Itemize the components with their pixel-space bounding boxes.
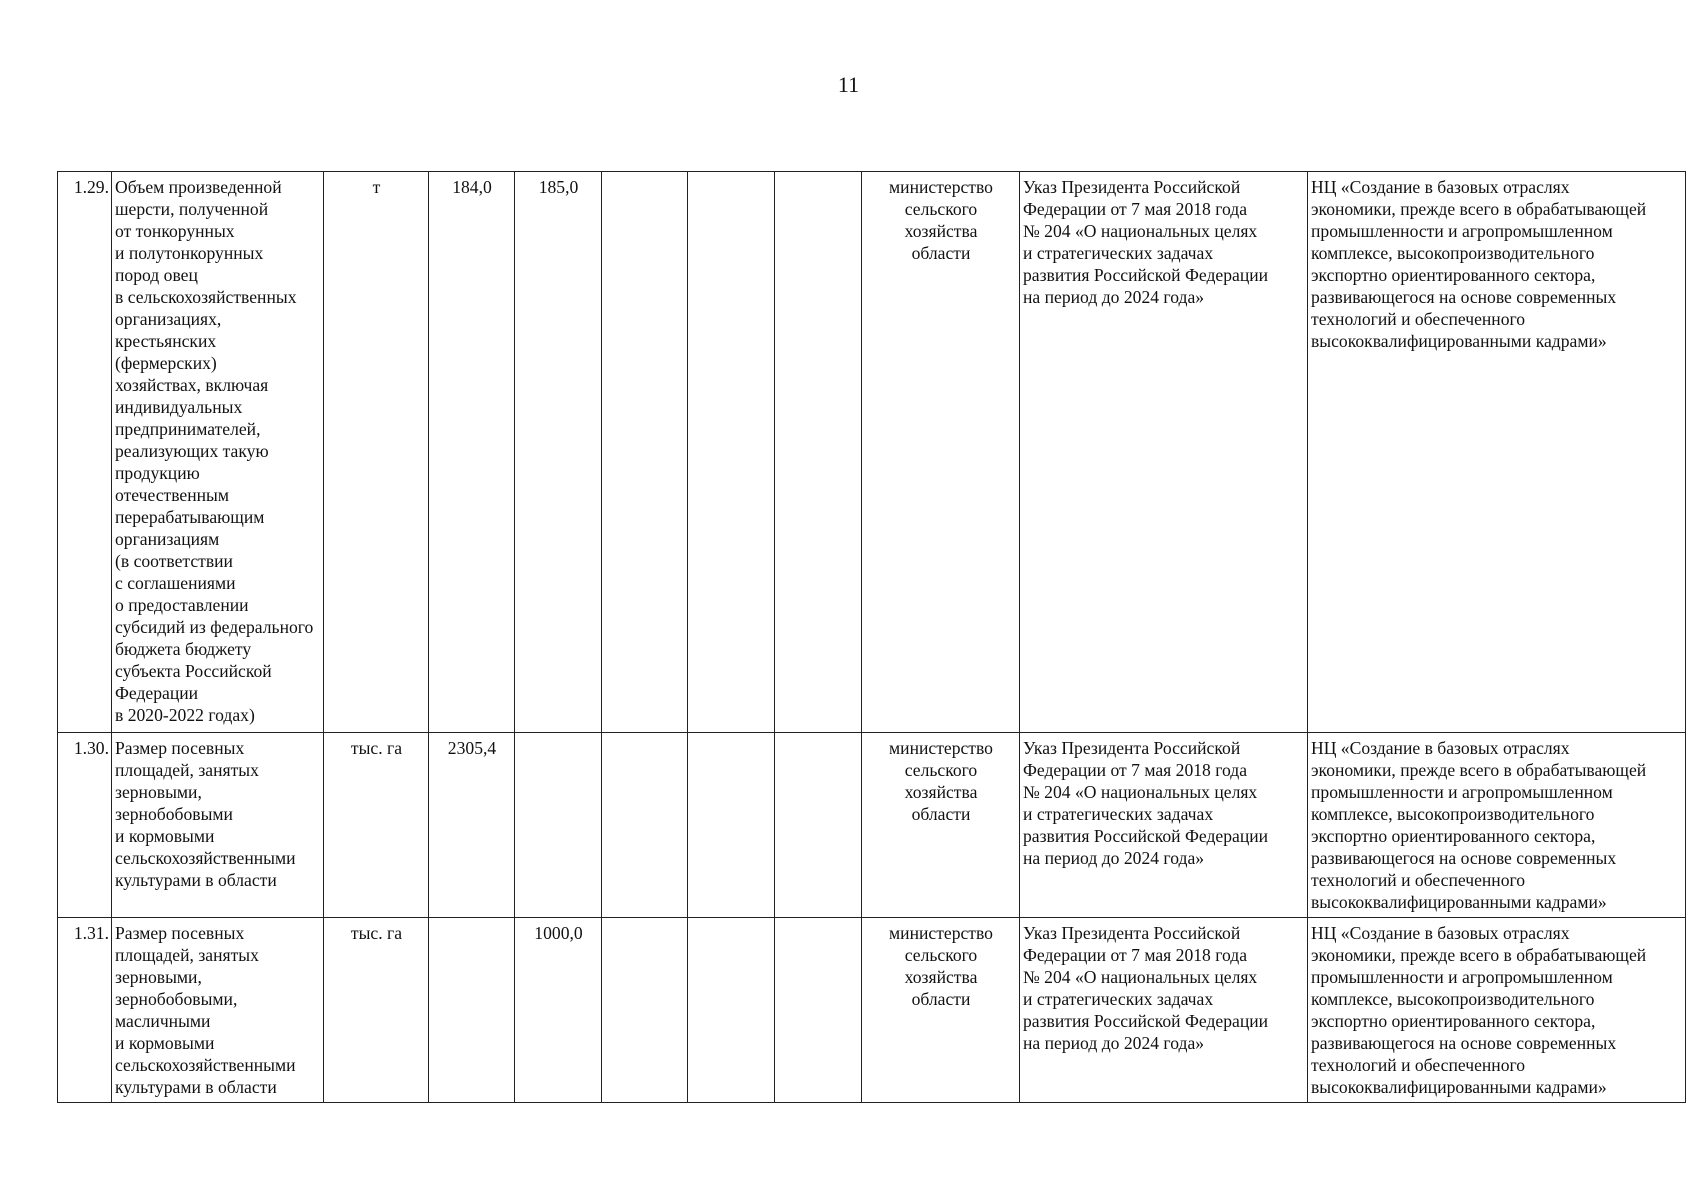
indicators-table	[57, 171, 1686, 1103]
indicator-name-line: зернобобовыми	[115, 804, 233, 824]
value-cell: 1000,0	[515, 918, 602, 1103]
national-goal-line: НЦ «Создание в базовых отраслях	[1311, 738, 1570, 758]
legal-basis-line: Федерации от 7 мая 2018 года	[1023, 945, 1248, 965]
responsible-body	[862, 172, 1020, 733]
value-cell	[688, 733, 775, 918]
indicator-name-line: о предоставлении	[115, 595, 249, 615]
unit-of-measure: т	[324, 172, 429, 733]
indicator-name-line: сельскохозяйственными	[115, 848, 296, 868]
value-cell: 184,0	[429, 172, 515, 733]
national-goal-line: экономики, прежде всего в обрабатывающей	[1311, 199, 1647, 219]
value-cell	[775, 733, 862, 918]
indicator-name	[112, 172, 324, 733]
responsible-body-line: области	[911, 989, 971, 1009]
legal-basis-line: № 204 «О национальных целях	[1023, 221, 1258, 241]
value-cell: 185,0	[515, 172, 602, 733]
unit-of-measure: тыс. га	[324, 733, 429, 918]
responsible-body-line: сельского	[904, 199, 978, 219]
indicator-name-line: (в соответствии	[115, 551, 233, 571]
indicator-name-line: субсидий из федерального	[115, 617, 314, 637]
indicator-name	[112, 918, 324, 1103]
national-goal	[1308, 172, 1686, 733]
indicator-name-line: крестьянских	[115, 331, 217, 351]
legal-basis-line: Указ Президента Российской	[1023, 177, 1241, 197]
responsible-body-line: сельского	[904, 760, 978, 780]
responsible-body-line: хозяйства	[904, 782, 978, 802]
unit-of-measure: тыс. га	[324, 918, 429, 1103]
value-cell: 2305,4	[429, 733, 515, 918]
page-number: 11	[837, 72, 860, 97]
indicator-name-line: пород овец	[115, 265, 198, 285]
indicator-name-line: площадей, занятых	[115, 760, 259, 780]
national-goal-line: развивающегося на основе современных	[1311, 287, 1617, 307]
table-row	[58, 733, 1686, 918]
national-goal-line: экспортно ориентированного сектора,	[1311, 826, 1596, 846]
legal-basis-line: на период до 2024 года»	[1023, 287, 1205, 307]
indicator-name-line: перерабатывающим	[115, 507, 265, 527]
indicator-name-line: и кормовыми	[115, 1033, 215, 1053]
value-cell	[515, 733, 602, 918]
national-goal-line: комплексе, высокопроизводительного	[1311, 989, 1595, 1009]
national-goal-line: экономики, прежде всего в обрабатывающей	[1311, 760, 1647, 780]
national-goal-line: комплексе, высокопроизводительного	[1311, 804, 1595, 824]
indicator-name-line: Объем произведенной	[115, 177, 282, 197]
legal-basis-line: на период до 2024 года»	[1023, 1033, 1205, 1053]
indicator-name-line: от тонкорунных	[115, 221, 235, 241]
responsible-body-line: министерство	[889, 738, 993, 758]
national-goal-line: экспортно ориентированного сектора,	[1311, 1011, 1596, 1031]
indicator-name-line: в 2020-2022 годах)	[115, 705, 255, 725]
value-cell	[688, 172, 775, 733]
legal-basis-line: № 204 «О национальных целях	[1023, 782, 1258, 802]
national-goal-line: экспортно ориентированного сектора,	[1311, 265, 1596, 285]
indicator-name-line: с соглашениями	[115, 573, 236, 593]
indicator-name-line: и кормовыми	[115, 826, 215, 846]
responsible-body-line: области	[911, 804, 971, 824]
indicator-name-line: зерновыми,	[115, 967, 202, 987]
responsible-body-line: министерство	[889, 923, 993, 943]
indicator-name-line: и полутонкорунных	[115, 243, 264, 263]
indicator-name-line: продукцию	[115, 463, 200, 483]
row-number: 1.30.	[58, 733, 112, 918]
legal-basis-line: развития Российской Федерации	[1023, 826, 1269, 846]
responsible-body	[862, 733, 1020, 918]
legal-basis-line: на период до 2024 года»	[1023, 848, 1205, 868]
row-number: 1.31.	[58, 918, 112, 1103]
indicator-name-line: зернобобовыми,	[115, 989, 238, 1009]
indicator-name-line: культурами в области	[115, 870, 277, 890]
row-number: 1.29.	[58, 172, 112, 733]
national-goal-line: технологий и обеспеченного	[1311, 1055, 1526, 1075]
indicator-name-line: масличными	[115, 1011, 211, 1031]
indicator-name-line: зерновыми,	[115, 782, 202, 802]
responsible-body-line: хозяйства	[904, 967, 978, 987]
table-row	[58, 172, 1686, 733]
national-goal-line: технологий и обеспеченного	[1311, 309, 1526, 329]
legal-basis-line: Федерации от 7 мая 2018 года	[1023, 199, 1248, 219]
national-goal-line: комплексе, высокопроизводительного	[1311, 243, 1595, 263]
legal-basis	[1020, 918, 1308, 1103]
responsible-body-line: министерство	[889, 177, 993, 197]
national-goal-line: промышленности и агропромышленном	[1311, 221, 1613, 241]
indicator-name-line: (фермерских)	[115, 353, 217, 373]
national-goal-line: развивающегося на основе современных	[1311, 1033, 1617, 1053]
national-goal-line: развивающегося на основе современных	[1311, 848, 1617, 868]
national-goal-line: высококвалифицированными кадрами»	[1311, 892, 1607, 912]
indicator-name-line: организациях,	[115, 309, 222, 329]
indicator-name-line: бюджета бюджету	[115, 639, 252, 659]
indicator-name-line: индивидуальных	[115, 397, 243, 417]
national-goal-line: высококвалифицированными кадрами»	[1311, 1077, 1607, 1097]
responsible-body-line: сельского	[904, 945, 978, 965]
national-goal-line: НЦ «Создание в базовых отраслях	[1311, 177, 1570, 197]
legal-basis-line: развития Российской Федерации	[1023, 1011, 1269, 1031]
value-cell	[429, 918, 515, 1103]
legal-basis	[1020, 172, 1308, 733]
national-goal	[1308, 918, 1686, 1103]
indicator-name-line: Размер посевных	[115, 923, 245, 943]
legal-basis-line: № 204 «О национальных целях	[1023, 967, 1258, 987]
indicator-name-line: хозяйствах, включая	[115, 375, 269, 395]
table-row	[58, 918, 1686, 1103]
national-goal	[1308, 733, 1686, 918]
value-cell	[775, 172, 862, 733]
legal-basis-line: развития Российской Федерации	[1023, 265, 1269, 285]
national-goal-line: экономики, прежде всего в обрабатывающей	[1311, 945, 1647, 965]
legal-basis-line: Указ Президента Российской	[1023, 923, 1241, 943]
indicator-name	[112, 733, 324, 918]
indicator-name-line: предпринимателей,	[115, 419, 261, 439]
legal-basis-line: и стратегических задачах	[1023, 804, 1214, 824]
responsible-body	[862, 918, 1020, 1103]
value-cell	[688, 918, 775, 1103]
indicator-name-line: культурами в области	[115, 1077, 277, 1097]
value-cell	[602, 918, 688, 1103]
legal-basis-line: Федерации от 7 мая 2018 года	[1023, 760, 1248, 780]
indicator-name-line: реализующих такую	[115, 441, 269, 461]
national-goal-line: промышленности и агропромышленном	[1311, 782, 1613, 802]
national-goal-line: промышленности и агропромышленном	[1311, 967, 1613, 987]
indicator-name-line: организациям	[115, 529, 220, 549]
indicator-name-line: площадей, занятых	[115, 945, 259, 965]
legal-basis-line: и стратегических задачах	[1023, 243, 1214, 263]
legal-basis-line: Указ Президента Российской	[1023, 738, 1241, 758]
national-goal-line: НЦ «Создание в базовых отраслях	[1311, 923, 1570, 943]
responsible-body-line: области	[911, 243, 971, 263]
value-cell	[775, 918, 862, 1103]
indicator-name-line: Федерации	[115, 683, 199, 703]
responsible-body-line: хозяйства	[904, 221, 978, 241]
national-goal-line: высококвалифицированными кадрами»	[1311, 331, 1607, 351]
indicator-name-line: отечественным	[115, 485, 230, 505]
legal-basis	[1020, 733, 1308, 918]
national-goal-line: технологий и обеспеченного	[1311, 870, 1526, 890]
indicator-name-line: Размер посевных	[115, 738, 245, 758]
indicator-name-line: субъекта Российской	[115, 661, 272, 681]
legal-basis-line: и стратегических задачах	[1023, 989, 1214, 1009]
value-cell	[602, 733, 688, 918]
indicator-name-line: в сельскохозяйственных	[115, 287, 297, 307]
indicator-name-line: шерсти, полученной	[115, 199, 269, 219]
value-cell	[602, 172, 688, 733]
indicator-name-line: сельскохозяйственными	[115, 1055, 296, 1075]
